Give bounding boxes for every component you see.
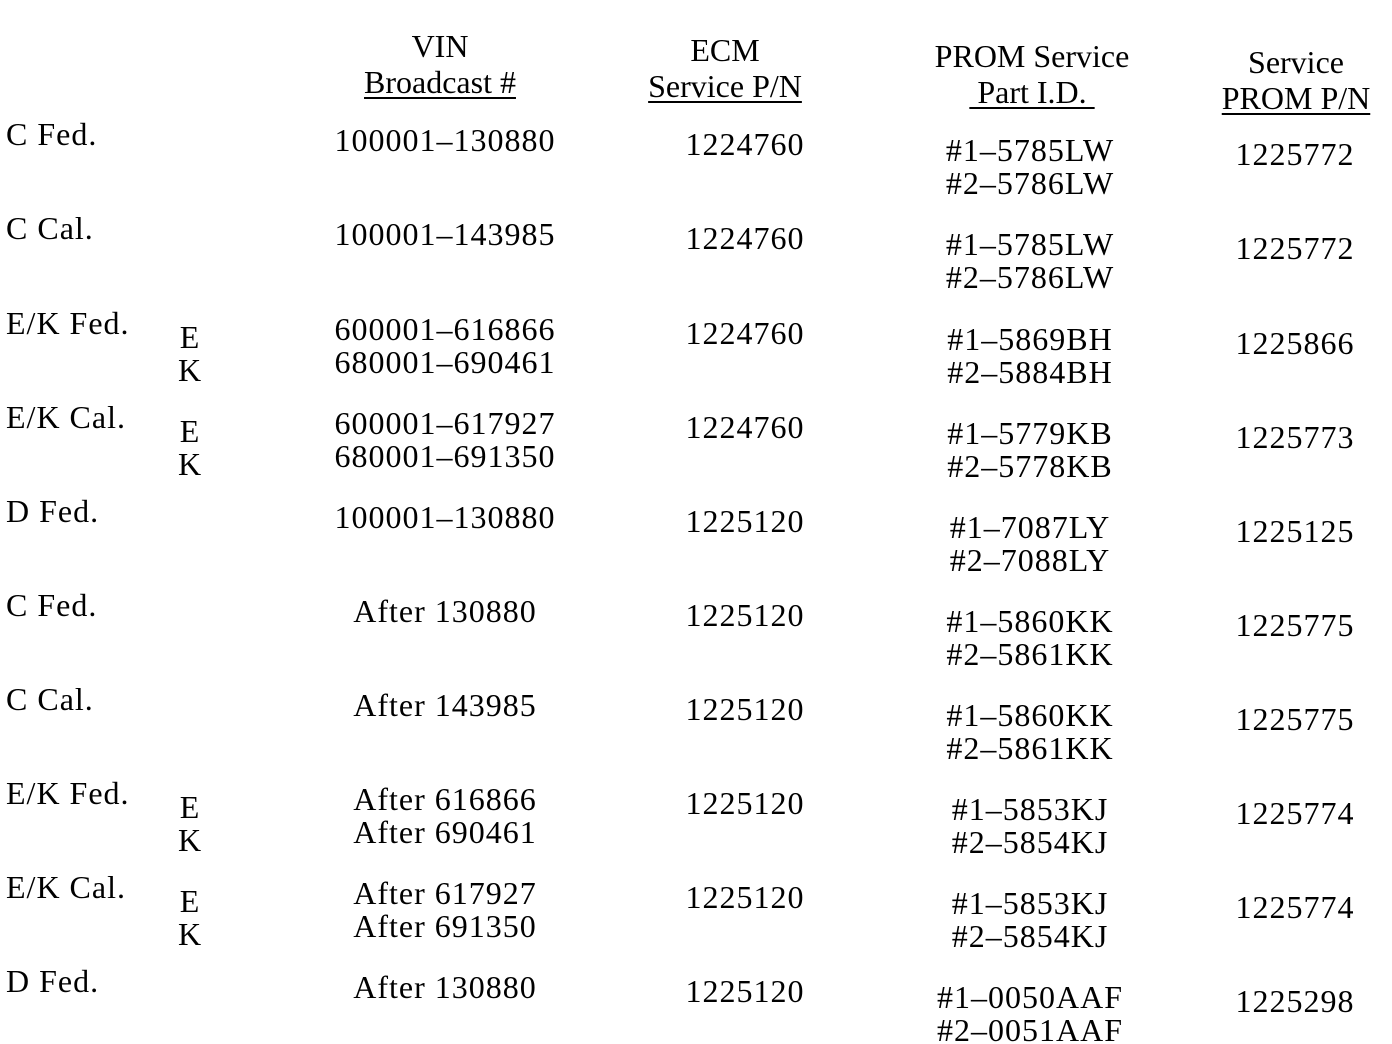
cell-ecm: 1225120: [685, 503, 805, 539]
prom-id-header-line1: PROM Service: [934, 38, 1130, 74]
cell-codes: E K: [177, 789, 203, 858]
cell-codes: E K: [177, 883, 203, 952]
cell-vin: After 617927 After 691350: [353, 875, 537, 944]
cell-model: D Fed.: [6, 493, 100, 529]
cell-prom-pn: 1225772: [1235, 136, 1355, 172]
cell-prom-pn: 1225866: [1235, 325, 1355, 361]
cell-vin: 600001–617927 680001–691350: [334, 405, 556, 474]
prom-id-header: [912, 38, 1152, 110]
cell-model: C Fed.: [6, 116, 98, 152]
cell-prom-id: #1–5785LW #2–5786LW: [945, 132, 1115, 201]
cell-model: E/K Cal.: [6, 869, 126, 905]
cell-model: D Fed.: [6, 963, 100, 999]
prom-id-header-line2: Part I.D.: [969, 74, 1095, 110]
cell-prom-id: #1–5785LW #2–5786LW: [945, 226, 1115, 295]
cell-vin: After 130880: [353, 969, 537, 1005]
cell-prom-id: #1–7087LY #2–7088LY: [949, 509, 1111, 578]
cell-codes: E K: [177, 413, 203, 482]
cell-prom-pn: 1225298: [1235, 983, 1355, 1019]
cell-prom-id: #1–5869BH #2–5884BH: [947, 321, 1113, 390]
cell-prom-pn: 1225775: [1235, 701, 1355, 737]
cell-prom-id: #1–5860KK #2–5861KK: [946, 697, 1114, 766]
cell-prom-id: #1–0050AAF #2–0051AAF: [936, 979, 1123, 1044]
cell-model: E/K Cal.: [6, 399, 126, 435]
cell-ecm: 1224760: [685, 126, 805, 162]
cell-model: C Fed.: [6, 587, 98, 623]
cell-vin: 100001–143985: [334, 216, 556, 252]
cell-prom-id: #1–5860KK #2–5861KK: [946, 603, 1114, 672]
cell-model: C Cal.: [6, 210, 94, 246]
cell-ecm: 1224760: [685, 220, 805, 256]
cell-vin: 100001–130880: [334, 499, 556, 535]
prom-pn-header-line2: PROM P/N: [1221, 80, 1371, 116]
cell-prom-id: #1–5853KJ #2–5854KJ: [951, 885, 1109, 954]
cell-codes: E K: [177, 319, 203, 388]
cell-prom-pn: 1225773: [1235, 419, 1355, 455]
ecm-header-line1: ECM: [690, 32, 760, 68]
cell-prom-id: #1–5779KB #2–5778KB: [947, 415, 1113, 484]
cell-prom-pn: 1225772: [1235, 230, 1355, 266]
cell-ecm: 1225120: [685, 879, 805, 915]
ecm-header: [625, 32, 825, 104]
cell-ecm: 1225120: [685, 691, 805, 727]
cell-vin: After 130880: [353, 593, 537, 629]
cell-ecm: 1225120: [685, 597, 805, 633]
cell-vin: 100001–130880: [334, 122, 556, 158]
cell-ecm: 1224760: [685, 409, 805, 445]
cell-prom-id: #1–5853KJ #2–5854KJ: [951, 791, 1109, 860]
vin-header-line2: Broadcast #: [364, 64, 516, 100]
cell-ecm: 1224760: [685, 315, 805, 351]
cell-model: E/K Fed.: [6, 775, 130, 811]
prom-pn-header: [1200, 44, 1392, 116]
cell-prom-pn: 1225774: [1235, 795, 1355, 831]
ecm-header-line2: Service P/N: [648, 68, 802, 104]
cell-ecm: 1225120: [685, 785, 805, 821]
prom-pn-header-line1: Service: [1248, 44, 1344, 80]
cell-model: E/K Fed.: [6, 305, 130, 341]
cell-vin: 600001–616866 680001–690461: [334, 311, 556, 380]
vin-header-line1: VIN: [411, 28, 469, 64]
cell-model: C Cal.: [6, 681, 94, 717]
cell-prom-pn: 1225125: [1235, 513, 1355, 549]
cell-prom-pn: 1225775: [1235, 607, 1355, 643]
cell-prom-pn: 1225774: [1235, 889, 1355, 925]
cell-vin: After 143985: [353, 687, 537, 723]
vin-header: [340, 28, 540, 100]
cell-ecm: 1225120: [685, 973, 805, 1009]
cell-vin: After 616866 After 690461: [353, 781, 537, 850]
